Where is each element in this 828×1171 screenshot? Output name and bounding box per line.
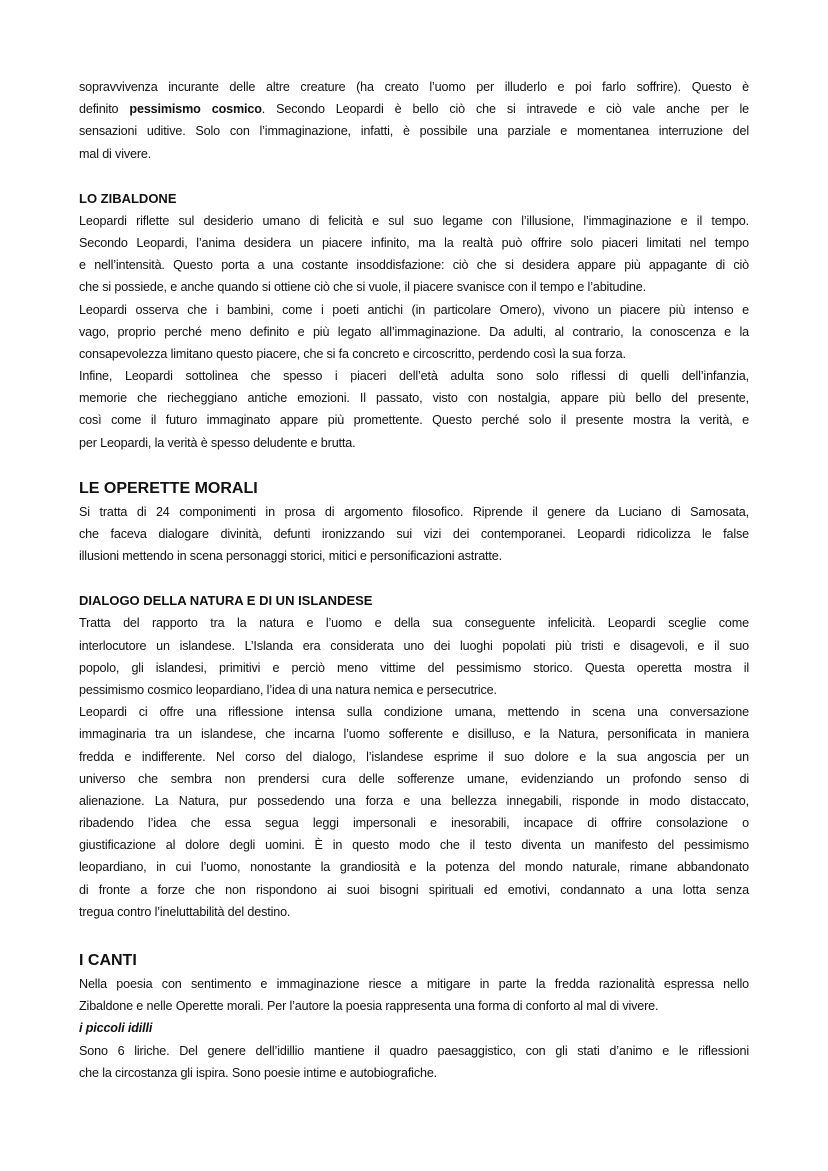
text-line: Sono 6 liriche. Del genere dell’idillio mantiene il quadro paesaggistico, con gli stati d’animo e le riflessioni [79,1043,749,1058]
section-heading-dialogo: DIALOGO DELLA NATURA E DI UN ISLANDESE [79,593,373,609]
canti-paragraph [79,973,749,1017]
dialogo-paragraph [79,612,749,923]
text-line [79,98,749,120]
text-line: Secondo Leopardi, l’anima desidera un piacere infinito, ma la realtà può offrire solo piaceri limitati nel tempo [79,235,749,250]
zibaldone-paragraph [79,210,749,454]
text-line: pessimismo cosmico leopardiano, l’idea di una natura nemica e persecutrice. [79,682,497,697]
text-line: che faceva dialogare divinità, defunti ironizzando sui vizi dei contemporanei. Leopardi ridicolizza le false [79,527,749,541]
text-line: Nella poesia con sentimento e immaginazione riesce a mitigare in parte la fredda razionalità espressa nello [79,977,749,991]
text-segment: . Secondo Leopardi è bello ciò che si intravede e ciò vale anche per le [261,102,749,117]
text-line: e nell’intensità. Questo porta a una costante insoddisfazione: ciò che si desidera appare più appagante di ciò [79,258,749,273]
text-line: giustificazione al dolore degli uomini. È in questo modo che il testo diventa un manifesto del pessimismo [79,838,749,853]
text-line: sensazioni uditive. Solo con l’immaginazione, infatti, è possibile una parziale e momentanea interruzione del [79,124,749,139]
text-line: consapevolezza limitano questo piacere, che si fa concreto e circoscritto, perdendo così la sua forza. [79,346,626,361]
section-heading-canti: I CANTI [79,952,137,969]
text-line: fredda e indifferente. Nel corso del dialogo, l’islandese esprime il suo dolore e la sua angoscia per un [79,749,749,764]
section-heading-zibaldone: LO ZIBALDONE [79,190,177,206]
text-line: leopardiano, in cui l’uomo, nonostante la grandiosità e la potenza del mondo naturale, rimane abbandonato [79,860,749,875]
bold-term: pessimismo cosmico [129,102,262,117]
text-line: Leopardi riflette sul desiderio umano di felicità e sul suo legame con l’illusione, l’immaginazione e il tempo. [79,213,749,228]
text-line: per Leopardi, la verità è spesso deludente e brutta. [79,435,356,450]
text-line: alienazione. La Natura, pur possedendo una forza e una bellezza innegabili, risponde in modo distaccato, [79,793,749,808]
text-line: Leopardi osserva che i bambini, come i poeti antichi (in particolare Omero), vivono un piacere più intenso e [79,302,749,317]
subheading-piccoli-idilli: i piccoli idilli [79,1021,153,1036]
text-line: popolo, gli islandesi, primitivi e perciò meno vittime del pessimismo storico. Questa operetta mostra il [79,660,749,675]
idilli-paragraph [79,1040,749,1084]
text-line: di fronte a forze che non rispondono ai suoi bisogni spirituali ed emotivi, condannato a una lotta senza [79,882,749,897]
text-line: universo che sembra non prendersi cura delle sofferenze umane, evidenziando un profondo senso di [79,771,749,786]
text-line: immaginaria tra un islandese, che incarna l’uomo sofferente e disilluso, e la Natura, personificata in maniera [79,727,749,742]
intro-paragraph [79,76,749,165]
operette-paragraph [79,501,749,568]
text-line: Zibaldone e nelle Operette morali. Per l’autore la poesia rappresenta una forma di conforto al mal di vivere. [79,999,659,1014]
text-line: Leopardi ci offre una riflessione intensa sulla condizione umana, mettendo in scena una conversazione [79,705,749,720]
text-line: tregua contro l’ineluttabilità del destino. [79,904,291,919]
text-line: memorie che riecheggiano antiche emozioni. Il passato, visto con nostalgia, appare più bello del presente, [79,391,749,406]
text-line: illusioni mettendo in scena personaggi storici, mitici e personificazioni astratte. [79,549,502,564]
text-line: che si possiede, e anche quando si ottiene ciò che si vuole, il piacere svanisce con il tempo e l’abitudine. [79,280,646,295]
text-segment: definito [79,102,130,117]
text-line: vago, proprio perché meno definito e più legato all’immaginazione. Da adulti, al contrario, la conoscenza e la [79,324,749,339]
text-line: Tratta del rapporto tra la natura e l’uomo e della sua conseguente infelicità. Leopardi sceglie come [79,616,749,631]
section-heading-operette: LE OPERETTE MORALI [79,479,258,497]
text-line: mal di vivere. [79,146,152,161]
text-line: così come il futuro immaginato appare più promettente. Questo perché solo il presente mostra la verità, e [79,413,749,428]
text-line: Infine, Leopardi sottolinea che spesso i piaceri dell’età adulta sono solo riflessi di quelli dell’infanzia, [79,369,749,384]
text-line: che la circostanza gli ispira. Sono poesie intime e autobiografiche. [79,1065,438,1080]
text-line: interlocutore un islandese. L’Islanda era considerata uno dei luoghi popolati più tristi e disagevoli, e il suo [79,638,749,653]
text-line: sopravvivenza incurante delle altre creature (ha creato l’uomo per illuderlo e poi farlo soffrire). Questo è [79,80,749,94]
text-line: ribadendo l’idea che essa segua leggi impersonali e inesorabili, incapace di offrire consolazione o [79,816,749,831]
document-page [79,76,749,1084]
text-line: Si tratta di 24 componimenti in prosa di argomento filosofico. Riprende il genere da Luciano di Samosata, [79,504,749,519]
